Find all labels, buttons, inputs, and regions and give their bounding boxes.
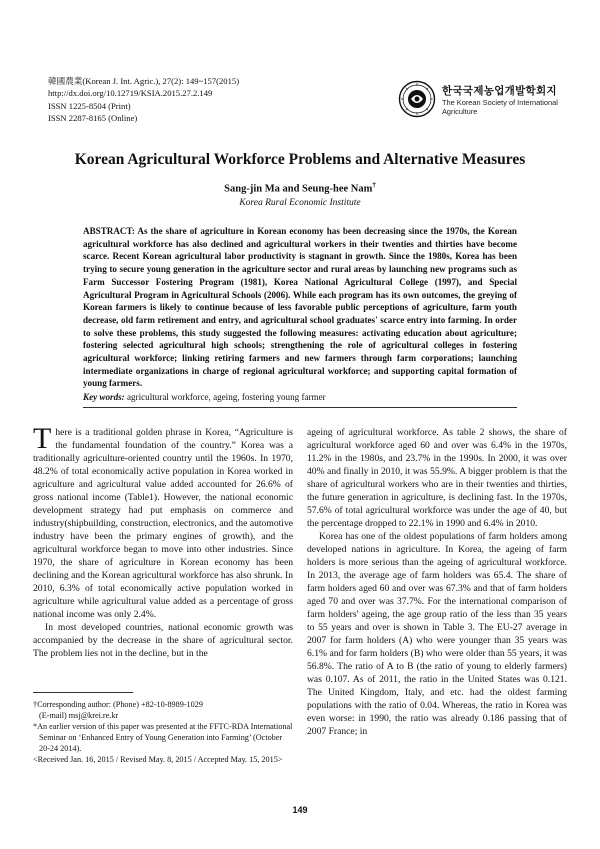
authors: Sang-jin Ma and Seung-hee Nam xyxy=(224,183,373,195)
footnotes xyxy=(33,699,295,765)
footnote-received: <Received Jan. 16, 2015 / Revised May. 8, 2015 / Accepted May. 15, 2015> xyxy=(33,755,283,764)
journal-citation: 韓國農業(Korean J. Int. Agric.), 27(2): 149~157(2015) xyxy=(48,76,240,86)
society-seal-icon xyxy=(398,80,436,118)
paragraph xyxy=(33,422,293,621)
section-divider xyxy=(83,407,517,408)
paragraph: ageing of agricultural workforce. As table 2 shows, the share of agricultural workforce aged 60 and over was 6.4% in the 1970s, 11.2% in the 1980s, and 23.7% in the 1990s. In 2000, it was over 40% and finally in 2010, it was 55.9%. A bigger problem is that the share of agricultural workers who are in their twenties and thirties, the future generation in agriculture, is declining fast. In the 1970s, 57.6% of total agricultural workforce was under the age of 40, but the percentage dropped to 22.1% in 1990 and 6.4% in 2010. xyxy=(307,427,567,529)
society-name-english: The Korean Society of International Agriculture xyxy=(442,98,558,117)
keywords-label: Key words: xyxy=(83,392,125,402)
body-column-right xyxy=(307,426,567,738)
journal-meta xyxy=(48,75,239,125)
keywords-text: agricultural workforce, ageing, fostering young farmer xyxy=(126,392,326,402)
drop-cap: T xyxy=(33,422,52,455)
abstract xyxy=(83,225,517,390)
page-number: 149 xyxy=(292,805,308,815)
paragraph: In most developed countries, national economic growth was accompanied by the decrease in the share of agricultural sector. The problem lies not in the decline, but in the xyxy=(33,622,293,659)
paragraph: Korea has one of the oldest populations of farm holders among developed nations in agriculture. In Korea, the ageing of farm holders is more serious than the ageing of agricultural workforce. In 2013, the average age of farm holders was 65.4. The share of farm holders aged 60 and over was 67.3% and that of farm holders aged 70 and over was 37.7%. For the international comparison of farm holders' ageing, the age group ratio of the less than 35 years to 55 years and over is shown in Table 3. The EU-27 average in 2007 for farm holders (A) who were younger than 35 years was 6.1% and for farm holders (B) who were older than 55 years, it was 56.8%. The ratio of A to B (the ratio of young to elderly farmers) was 0.107. As of 2011, the ratio in the United States was 0.121. The United Kingdom, Italy, and etc. had the oldest farming populations with the ratio of 0.04. Whereas, the ratio in Korea was even worse: in 1990, the ratio was already 0.186 passing that of 2007 France; in xyxy=(307,531,567,737)
paper-title: Korean Agricultural Workforce Problems and Alternative Measures xyxy=(74,151,526,168)
issn-print: ISSN 1225-8504 (Print) xyxy=(48,100,131,111)
footnote-email: (E-mail) msj@krei.re.kr xyxy=(39,711,119,720)
issn-online: ISSN 2287-8165 (Online) xyxy=(48,113,138,124)
corresponding-mark: † xyxy=(372,181,376,189)
abstract-label: ABSTRACT: xyxy=(83,226,135,236)
footnote-earlier-version: *An earlier version of this paper was presented at the FFTC-RDA International Seminar on ‘Enhanced Entry of Young Generation into Farming’ (October 20-24 2014). xyxy=(33,722,293,753)
abstract-text: As the share of agriculture in Korean economy has been decreasing since the 1970s, the Korean agricultural workforce has also declined and agricultural workers in their twenties and thirties have become scarce. Recent Korean agricultural labor productivity is stagnant in growth. Since the 1980s, Korea has been trying to secure young generation in the agriculture sector and rural areas by launching new programs such as Farm Successor Fostering Program (1981), Korea National Agricultural College (1997), and Special Agricultural Program in Agricultural Schools (2006). While each program has its own outcomes, the greying of Korean farmers is likely to continue because of less favorable public perceptions of agriculture, farm youth decrease, old farm retirement and entry, and agricultural school graduates' scarce entry into farming. In order to solve these problems, this study suggested the following measures: activating education about agriculture; fostering selected agricultural high schools; strengthening the role of agricultural colleges in fostering agricultural workforce; linking retiring farmers and new farmers through farm corporations; launching intermediate organizations in charge of regional agricultural workforce; and supporting capital formation of young farmers. xyxy=(83,226,517,389)
paragraph-text: here is a traditional golden phrase in Korea, “Agriculture is the fundamental foundation of the country.” Korea was a traditionally agriculture-oriented country until the 1960s. In 1970, 48.2% of total economically active population in Korea worked in agriculture and agricultural value added accounted for 26.6% of gross national income (Table1). However, the national economic development strategy had put emphasis on commerce and industry(shipbuilding, construction, electronics, and the automotive industry have been the primary engines of growth), and the agricultural workforce began to move into other industries. Since 1970, the share of agriculture in Korean economy has been declining and the Korean agricultural workforce has also shrunk. In 2010, 6.3% of total economically active population worked in agriculture while agricultural value added as a percentage of gross national income was only 2.4%. xyxy=(33,427,293,620)
doi-link[interactable]: http://dx.doi.org/10.12719/KSIA.2015.27.2.149 xyxy=(48,88,213,99)
footnote-corresponding: †Corresponding author: (Phone) +82-10-8989-1029 xyxy=(33,700,203,709)
affiliation: Korea Rural Economic Institute xyxy=(239,198,361,208)
body-column-left xyxy=(33,422,293,660)
keywords xyxy=(83,391,517,403)
author-line xyxy=(0,181,600,195)
footnote-divider xyxy=(33,692,133,693)
society-logo xyxy=(398,80,568,122)
society-name-korean: 한국국제농업개발학회지 xyxy=(442,85,557,97)
